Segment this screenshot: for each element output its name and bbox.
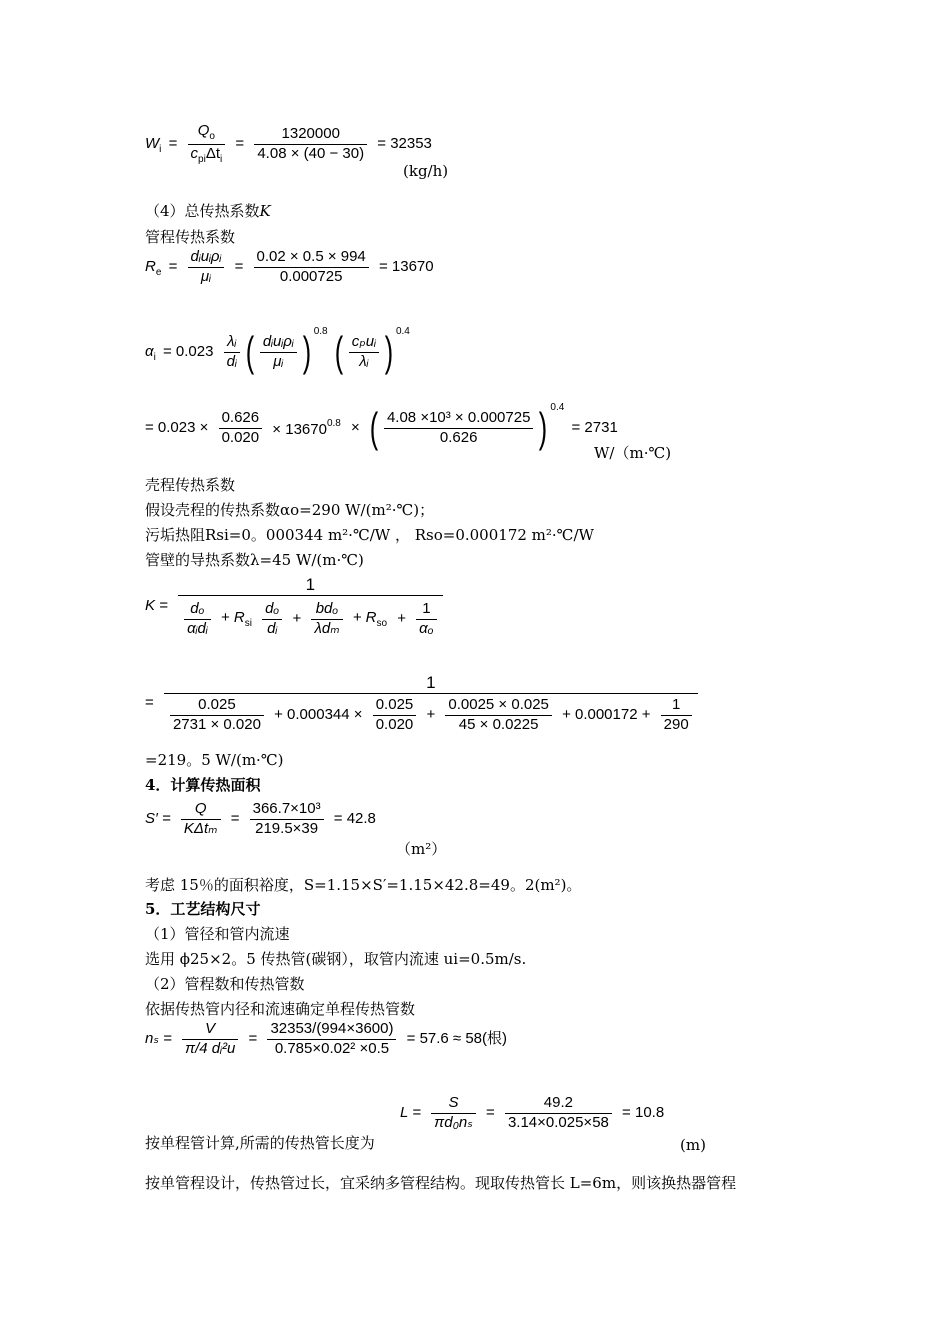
eq-alpha-num-mid: × 13670	[272, 420, 327, 438]
eq-l-frac1	[431, 1094, 476, 1133]
eq-wi-den1-c-sub: pi	[198, 153, 206, 165]
eq-re-frac1	[188, 248, 225, 287]
line-total-k-var: K	[259, 202, 271, 220]
heading-structure: 5．工艺结构尺寸	[145, 900, 261, 918]
equation-l: L = $\frac{S}{\text{πd₀nₛ}}$ = $\frac{49.2}{3.14\times 0.025\times 58}$ = 10.8	[400, 1094, 665, 1131]
equation-alpha: $\alpha_i = 0.023$ $\frac{\text{λᵢ}}{\text{dᵢ}}$ ( $\frac{\text{dᵢuᵢρᵢ}}{\text{μᵢ}}$ ) $^{0.8}$ ( $\frac{\text{cₚuᵢ}}{\text{λᵢ}}$ ) $^{0.4}$	[145, 326, 410, 376]
line-total-k	[145, 202, 271, 220]
equation-k-numeric	[145, 672, 701, 735]
line-margin-text: 考虑 15％的面积裕度，	[145, 876, 304, 894]
eq-ns-den2: 0.785×0.02² ×0.5	[274, 1039, 390, 1057]
eq-wi-lhs-sub: i	[159, 143, 162, 155]
line-select: 选用 ϕ25×2。5 传热管(碳钢），取管内流速 ui=0.5m/s.	[145, 950, 527, 968]
eq-l-num1: S	[448, 1094, 459, 1111]
eq-wi-result: = 32353	[377, 135, 432, 152]
line-wall	[145, 551, 364, 569]
line-fouling	[145, 526, 594, 544]
eq-k-t4-num: 1	[416, 600, 436, 620]
eq-ns-result: = 57.6 ≈ 58(根)	[406, 1030, 508, 1048]
eq-wi-unit: (kg/h)	[403, 162, 449, 180]
eq-ns-frac2	[267, 1020, 396, 1059]
eq-k-t1-num: dₒ	[190, 600, 205, 618]
eq-k-num-num: 1	[164, 672, 698, 694]
line-total-k-text: （4）总传热系数	[145, 202, 260, 220]
line-assume-text: 假设壳程的传热系数	[145, 501, 281, 519]
eq-alpha-num-f1	[219, 409, 263, 448]
eq-wi-num2: 1320000	[254, 125, 367, 145]
eq-s-lhs: S′ =	[145, 810, 171, 828]
eq-alpha-num-times: ×	[351, 419, 360, 437]
line-design: 按单管程设计，传热管过长，宜采纳多管程结构。现取传热管长 L=6m，则该换热器管程	[145, 1174, 737, 1192]
eq-l-result: = 10.8	[622, 1104, 665, 1122]
line-basis: 依据传热管内径和流速确定单程传热管数	[145, 1000, 416, 1018]
eq-k-num: 1	[178, 574, 443, 596]
eq-k-num-lhs: =	[145, 694, 154, 712]
eq-ns-lhs: nₛ =	[145, 1030, 172, 1048]
eq-s-frac2	[250, 800, 324, 839]
line-single: 按单程管计算,所需的传热管长度为	[145, 1134, 375, 1152]
line-fouling-val: Rsi=0。000344 m²·℃/W ， Rso=0.000172 m²·℃/W	[205, 526, 594, 544]
eq-alpha-f3-den: λᵢ	[359, 352, 369, 370]
eq-k-num-t4-den: 290	[663, 716, 689, 733]
eq-k-t2-den: dᵢ	[267, 620, 278, 637]
eq-alpha-num-unit: W/（m·℃)	[594, 444, 672, 462]
eq-re-lhs-sub: e	[155, 267, 162, 279]
line-assume-val: αo=290 W/(m²·℃)；	[280, 501, 435, 519]
eq-l-num2: 49.2	[505, 1094, 612, 1114]
eq-alpha-f3-num: cₚuᵢ	[351, 332, 376, 350]
eq-k-num-plus3: + 0.000172 +	[562, 706, 651, 724]
eq-alpha-num-f2-den: 0.626	[439, 428, 478, 446]
line-shell-coef: 壳程传热系数	[145, 476, 236, 494]
eq-re-frac2	[254, 248, 369, 287]
eq-k-num-t1-den: 2731 × 0.020	[172, 716, 261, 733]
eq-wi-den1-dt: Δt	[205, 144, 220, 162]
eq-k-num-t3-den: 45 × 0.0225	[458, 716, 539, 733]
eq-wi-den2: 4.08 × (40 − 30)	[257, 144, 365, 162]
eq-k-main-frac	[178, 574, 443, 639]
eq-k-plus3: + R	[352, 608, 377, 626]
eq-k-plus4: +	[397, 610, 406, 628]
eq-ns-frac1	[182, 1020, 238, 1059]
eq-alpha-num-mid-exp: 0.8	[326, 417, 341, 429]
line-diameter: （1）管径和管内流速	[145, 925, 290, 943]
eq-k-rso-sub: so	[376, 617, 388, 629]
eq-k-num-t2-num: 0.025	[373, 696, 417, 716]
eq-k-num-t1-num: 0.025	[170, 696, 264, 716]
eq-alpha-f3	[349, 333, 379, 372]
equation-k	[145, 574, 446, 639]
eq-s-result: = 42.8	[333, 810, 376, 828]
eq-k-plus1: + R	[220, 608, 245, 626]
eq-k-num-t2-den: 0.020	[375, 716, 414, 733]
eq-alpha-exp2: 0.4	[395, 326, 410, 337]
eq-k-num-t4-num: 1	[661, 696, 692, 716]
eq-alpha-num-f1-den: 0.020	[221, 428, 260, 446]
eq-re-num1: dᵢuᵢρᵢ	[190, 248, 222, 265]
eq-alpha-f2	[260, 333, 297, 372]
eq-s-num1: Q	[194, 800, 207, 817]
line-wall-text: 管壁的导热系数	[145, 551, 251, 569]
eq-k-rsi-sub: si	[244, 617, 252, 629]
eq-k-num-plus1: + 0.000344 ×	[274, 706, 363, 724]
line-fouling-text: 污垢热阻	[145, 526, 206, 544]
eq-alpha-num-f2	[384, 409, 533, 448]
eq-s-unit: （m²）	[396, 840, 447, 858]
eq-wi-num1-sub: o	[209, 131, 215, 142]
line-tubes: （2）管程数和传热管数	[145, 975, 305, 993]
eq-l-den1: πd₀nₛ	[434, 1113, 473, 1131]
eq-k-lhs: K =	[145, 597, 168, 615]
line-wall-val: λ=45 W/(m·℃)	[250, 551, 364, 569]
eq-k-plus2: +	[292, 610, 302, 628]
eq-s-frac1	[181, 800, 221, 839]
eq-k-num-main-frac	[164, 672, 698, 735]
equation-wi: $W_i$ = $\frac{Q_o}{c_{pi}\Delta t_i}$ = $\frac{1320000}{4.08 \times (40 - 30)}$ = 32353	[145, 122, 432, 165]
eq-alpha-num-f1-num: 0.626	[219, 409, 263, 429]
eq-k-t4-den: αₒ	[419, 620, 434, 637]
eq-alpha-exp1: 0.8	[313, 326, 328, 337]
line-assume	[145, 501, 434, 519]
eq-wi-frac1	[188, 122, 226, 166]
eq-ns-num1: V	[205, 1020, 216, 1037]
eq-re-den2: 0.000725	[279, 267, 343, 285]
eq-alpha-num-exp: 0.4	[550, 402, 565, 413]
line-k-result: =219。5 W/(m·℃)	[145, 751, 284, 769]
eq-wi-num1: Q	[197, 122, 210, 139]
eq-alpha-f2-den: μᵢ	[273, 352, 284, 370]
eq-l-den2: 3.14×0.025×58	[507, 1113, 609, 1131]
equation-ns: nₛ = $\frac{V}{\text{π/4 dᵢ²u}}$ = $\frac{32353/(994\times 3600)}{\text{0.785×0.02² ×0.5}}$ = 57.6 ≈ 58(根)	[145, 1020, 508, 1057]
eq-wi-den1-dt-sub: i	[220, 153, 223, 165]
eq-alpha-f1-num: λᵢ	[227, 332, 237, 350]
line-margin-val: S=1.15×S′=1.15×42.8=49。2(m²)。	[303, 876, 582, 894]
equation-s: S′ = $\frac{Q}{\text{KΔtₘ}}$ = $\frac{\text{366.7×10³}}{219.5\times 39}$ = 42.8	[145, 800, 376, 837]
eq-alpha-lhs-sub: i	[153, 352, 156, 363]
eq-re-den1: μᵢ	[200, 267, 211, 285]
eq-alpha-f2-num: dᵢuᵢρᵢ	[262, 332, 294, 350]
eq-alpha-coef: = 0.023	[162, 343, 214, 361]
heading-compute-area: 4．计算传热面积	[145, 776, 261, 794]
eq-alpha-num-f2-num: 4.08 ×10³ × 0.000725	[384, 409, 533, 429]
eq-k-t3-den: λdₘ	[314, 620, 340, 637]
eq-alpha-num-prefix: = 0.023 ×	[145, 419, 209, 437]
line-margin	[145, 876, 581, 894]
eq-alpha-lhs: α	[145, 343, 154, 360]
eq-l-lhs: L =	[400, 1104, 421, 1122]
eq-alpha-num-result: = 2731	[571, 419, 618, 437]
eq-ns-den1: π/4 dᵢ²u	[185, 1039, 236, 1057]
eq-k-num-t3-num: 0.0025 × 0.025	[445, 696, 552, 716]
eq-ns-num2: 32353/(994×3600)	[267, 1020, 396, 1040]
eq-wi-lhs: W	[145, 134, 160, 152]
eq-k-t1-den: αᵢdᵢ	[187, 620, 208, 637]
eq-l-unit: (m)	[680, 1136, 706, 1154]
eq-re-lhs: R	[145, 258, 156, 276]
line-tube-coef: 管程传热系数	[145, 228, 236, 246]
eq-re-result: = 13670	[378, 258, 434, 276]
eq-s-den1: KΔtₘ	[183, 819, 218, 837]
eq-re-num2: 0.02 × 0.5 × 994	[254, 248, 369, 268]
eq-k-num-plus2: +	[426, 706, 436, 724]
eq-alpha-f1-den: dᵢ	[226, 352, 237, 370]
equation-re: $R_e$ = $\frac{\text{dᵢuᵢρᵢ}}{\text{μᵢ}}$ = $\frac{0.02 \times 0.5 \times 994}{0.000725}$ = 13670	[145, 248, 434, 285]
equation-alpha-numeric: = 0.023 × $\frac{0.626}{0.020}$ × $13670^{0.8}$ × ( $\frac{\text{4.08 ×10³ × 0.000725}}{0.626}$ ) $^{0.4}$ = 2731	[145, 402, 618, 452]
eq-k-t3-num: bdₒ	[315, 600, 339, 618]
eq-wi-den1-c: c	[190, 144, 199, 162]
eq-k-t2-num: dₒ	[265, 600, 280, 618]
eq-alpha-f1	[224, 333, 240, 372]
eq-s-num2: 366.7×10³	[250, 800, 324, 820]
eq-s-den2: 219.5×39	[255, 819, 319, 837]
eq-l-frac2	[505, 1094, 612, 1133]
eq-wi-frac2	[254, 125, 367, 164]
